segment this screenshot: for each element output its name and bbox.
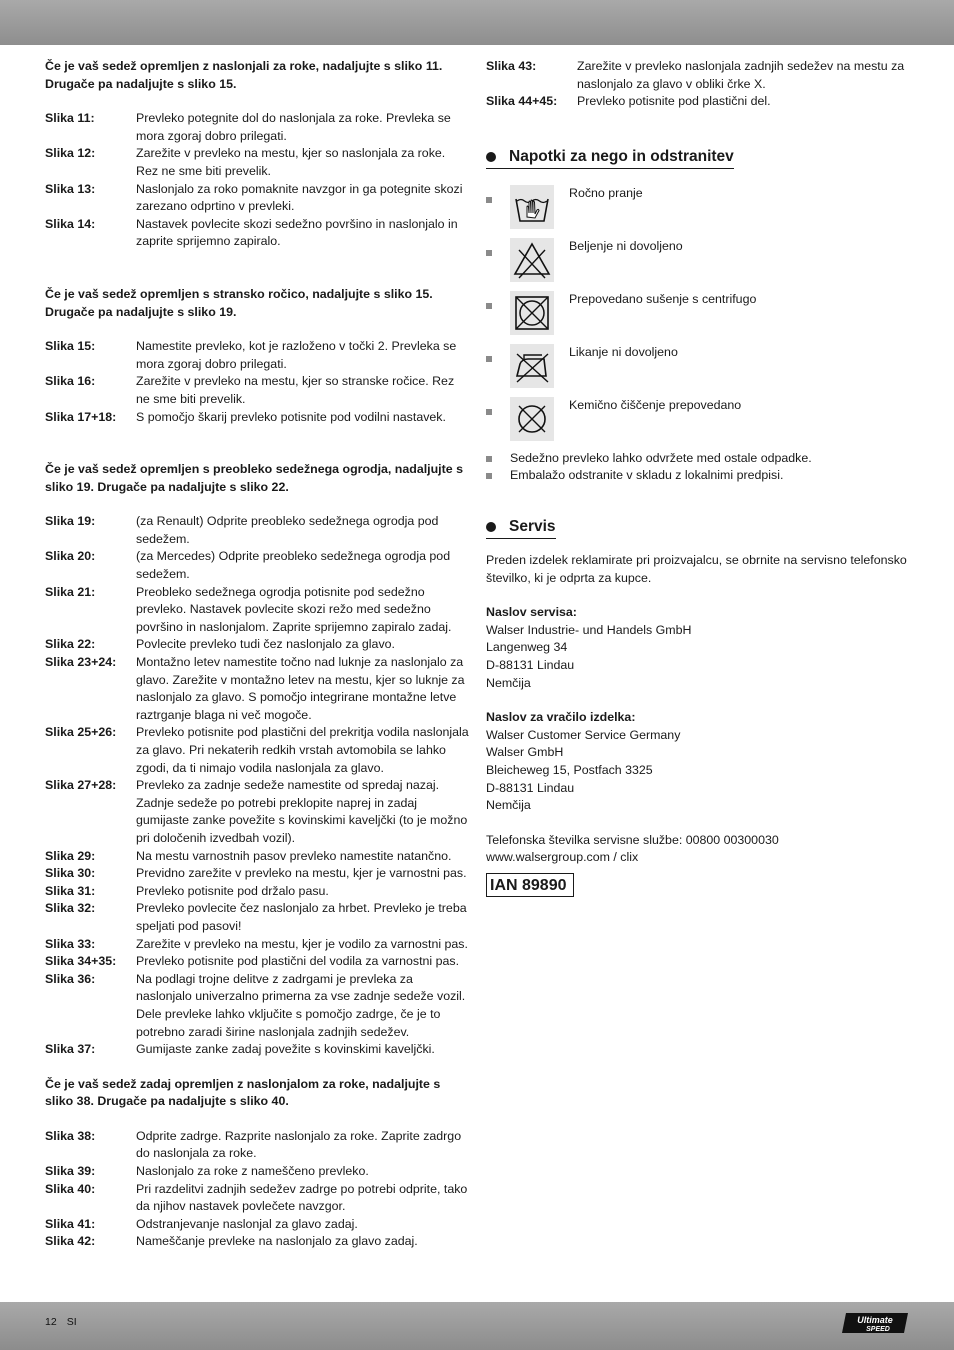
- instruction-text: Gumijaste zanke zadaj povežite s kovinskimi kaveljčki.: [136, 1042, 435, 1057]
- figure-label: Slika 44+45:: [486, 94, 558, 109]
- care-item: [486, 291, 911, 344]
- instruction-list: [45, 1128, 470, 1251]
- instruction-text: Na podlagi trojne delitve z zadrgami je prevleka za naslonjalo univerzalno primerna za vse zadnje sedeže vozil. Dele prevleke lahko vključite s pomočjo zadrge, če je to potrebno zaradi širine naslonjala zadnjih sedežev.: [136, 971, 466, 1039]
- section-heading: Če je vaš sedež opremljen s preobleko sedežnega ogrodja, nadaljujte s sliko 19. Drugače pa nadaljujte s sliko 22.: [45, 462, 463, 494]
- instruction-text: Odstranjevanje naslonjal za glavo zadaj.: [136, 1216, 358, 1231]
- figure-label: Slika 13:: [45, 181, 96, 196]
- instruction-row: [45, 145, 470, 180]
- no-dry-clean-icon: [510, 397, 554, 441]
- instruction-text: Na mestu varnostnih pasov prevleko namestite natančno.: [136, 848, 452, 863]
- care-text: Kemično čiščenje prepovedano: [569, 397, 742, 412]
- instruction-row: [45, 848, 470, 866]
- figure-label: Slika 39:: [45, 1164, 96, 1179]
- logo-text-bottom: SPEED: [866, 1326, 890, 1333]
- figure-label: Slika 22:: [45, 637, 96, 652]
- square-bullet-icon: [486, 303, 492, 309]
- instruction-row: [45, 373, 470, 408]
- bullet-dot-icon: [486, 152, 496, 162]
- instruction-text: Prevleko povlecite čez naslonjalo za hrbet. Prevleko je treba speljati pod pasovi!: [136, 901, 467, 933]
- bullet-dot-icon: [486, 522, 496, 532]
- address-line: Nemčija: [486, 798, 531, 813]
- instruction-text: Prevleko potisnite pod plastični del prekritja vodila naslonjala za glavo. Pri nekaterih redkih vrstah avtomobila se lahko zgodi, da ti nimajo vodila naslonjala za glavo.: [136, 725, 469, 775]
- left-column: [45, 58, 470, 1251]
- figure-label: Slika 40:: [45, 1181, 96, 1196]
- instruction-row: [45, 409, 470, 427]
- service-phone: Telefonska številka servisne službe: 00800 00300030: [486, 832, 779, 847]
- instruction-row: [45, 953, 470, 971]
- figure-label: Slika 30:: [45, 866, 96, 881]
- instruction-text: Prevleko za zadnje sedeže namestite od spredaj nazaj. Zadnje sedeže po potrebi preklopite naprej in zadaj gumijaste zanke povežite s kovinskimi kaveljčki (to je možno pri določenih izvedbah vozil).: [136, 778, 468, 845]
- instruction-list: [45, 110, 470, 251]
- ian-number: IAN 89890: [486, 873, 574, 897]
- figure-label: Slika 36:: [45, 971, 96, 986]
- disposal-note: Embalažo odstranite v skladu z lokalnimi predpisi.: [486, 467, 911, 485]
- instruction-text: Preobleko sedežnega ogrodja potisnite pod sedežno prevleko. Nastavek povlecite skozi režo med sedežno površino in naslonjalom. Zaprite sprijemno zapiralo zadaj.: [136, 584, 452, 634]
- instruction-row: [45, 900, 470, 935]
- instruction-text: Nastavek povlecite skozi sedežno površino in naslonjalo in zaprite sprijemno zapiralo.: [136, 216, 458, 249]
- figure-label: Slika 42:: [45, 1234, 96, 1249]
- figure-label: Slika 43:: [486, 59, 537, 73]
- instruction-text: Povlecite prevleko tudi čez naslonjalo za glavo.: [136, 637, 395, 652]
- section-heading: Če je vaš sedež opremljen s stransko ročico, nadaljujte s sliko 15. Drugače pa nadaljujte s sliko 19.: [45, 286, 433, 319]
- instruction-list: [45, 513, 470, 1058]
- figure-label: Slika 27+28:: [45, 778, 117, 793]
- instruction-row: [45, 1163, 470, 1181]
- instruction-text: (za Mercedes) Odprite preobleko sedežnega ogrodja pod sedežem.: [136, 549, 451, 582]
- no-bleach-icon: [510, 238, 554, 282]
- instruction-text: Odprite zadrge. Razprite naslonjalo za roke. Zaprite zadrgo do naslonjala za roke.: [136, 1128, 462, 1161]
- figure-label: Slika 32:: [45, 901, 96, 916]
- instruction-text: Naslonjalo za roke z nameščeno prevleko.: [136, 1164, 369, 1179]
- instruction-text: Zarežite v prevleko na mestu, kjer je vodilo za varnostni pas.: [136, 936, 468, 951]
- footer-bar: [0, 1302, 954, 1350]
- instruction-row: [45, 1041, 470, 1059]
- instruction-text: Zarežite v prevleko naslonjala zadnjih sedežev na mestu za naslonjalo za glavo v obliki črke X.: [577, 59, 905, 91]
- square-bullet-icon: [486, 356, 492, 362]
- instruction-row: [45, 724, 470, 777]
- instruction-row: [45, 865, 470, 883]
- instruction-list: [45, 338, 470, 426]
- disposal-note: Sedežno prevleko lahko odvržete med ostale odpadke.: [486, 450, 911, 468]
- header-bar: [0, 0, 954, 45]
- instruction-text: (za Renault) Odprite preobleko sedežnega ogrodja pod sedežem.: [136, 514, 439, 546]
- care-item: [486, 185, 911, 238]
- figure-label: Slika 31:: [45, 883, 96, 898]
- service-section-title: Servis: [486, 518, 556, 539]
- instruction-row: [45, 1128, 470, 1163]
- figure-label: Slika 21:: [45, 584, 96, 599]
- square-bullet-icon: [486, 409, 492, 415]
- instruction-text: Nameščanje prevleke na naslonjalo za glavo zadaj.: [136, 1234, 418, 1249]
- instruction-text: Namestite prevleko, kot je razloženo v točki 2. Prevleka se mora zgoraj dobro prilegati.: [136, 339, 457, 371]
- figure-label: Slika 25+26:: [45, 725, 117, 740]
- right-column: [486, 58, 911, 897]
- no-ironing-icon: [510, 344, 554, 388]
- instruction-text: Naslonjalo za roko pomaknite navzgor in ga potegnite skozi zarezano odprtino v prevleki.: [136, 181, 463, 214]
- address-line: Walser GmbH: [486, 745, 564, 760]
- figure-label: Slika 23+24:: [45, 655, 117, 670]
- figure-label: Slika 15:: [45, 339, 96, 354]
- instruction-row: [45, 181, 470, 216]
- figure-label: Slika 37:: [45, 1042, 96, 1057]
- address-line: Bleicheweg 15, Postfach 3325: [486, 762, 653, 777]
- instruction-row: [45, 338, 470, 373]
- instruction-row: [45, 110, 470, 145]
- instruction-row: [45, 216, 470, 251]
- instruction-row: [45, 654, 470, 724]
- instruction-text: Previdno zarežite v prevleko na mestu, kjer je varnostni pas.: [136, 866, 467, 881]
- section-heading: Če je vaš sedež zadaj opremljen z naslonjalom za roke, nadaljujte s sliko 38. Drugače pa nadaljujte s sliko 40.: [45, 1076, 441, 1109]
- square-bullet-icon: [486, 250, 492, 256]
- care-section-title: Napotki za nego in odstranitev: [486, 148, 734, 169]
- figure-label: Slika 34+35:: [45, 954, 117, 969]
- address-line: D-88131 Lindau: [486, 780, 575, 795]
- address-line: D-88131 Lindau: [486, 657, 575, 672]
- service-intro: Preden izdelek reklamirate pri proizvajalcu, se obrnite na servisno telefonsko številko, ki je odprta za kupce.: [486, 552, 907, 585]
- instruction-text: Prevleko potegnite dol do naslonjala za roke. Prevleka se mora zgoraj dobro prilegati.: [136, 111, 451, 143]
- instruction-text: S pomočjo škarij prevleko potisnite pod vodilni nastavek.: [136, 409, 446, 424]
- instruction-list: [486, 58, 911, 111]
- figure-label: Slika 41:: [45, 1216, 96, 1231]
- brand-logo: [842, 1310, 910, 1336]
- instruction-row: [45, 971, 470, 1041]
- instruction-row: [45, 584, 470, 637]
- figure-label: Slika 12:: [45, 146, 96, 161]
- address-line: Nemčija: [486, 675, 531, 690]
- figure-label: Slika 29:: [45, 848, 96, 863]
- figure-label: Slika 33:: [45, 936, 96, 951]
- instruction-text: Montažno letev namestite točno nad luknje za naslonjalo za glavo. Zarežite v montažno letev na mestu, kjer so luknje za naslonjalo za glavo. S pomočjo integrirane montažne letve raztrganje blaga ni več mogoče.: [136, 655, 465, 722]
- return-address-label: Naslov za vračilo izdelka:: [486, 710, 636, 725]
- figure-label: Slika 17+18:: [45, 409, 117, 424]
- instruction-text: Zarežite v prevleko na mestu, kjer so stranske ročice. Rez ne sme biti prevelik.: [136, 374, 455, 406]
- instruction-row: [45, 777, 470, 847]
- figure-label: Slika 20:: [45, 549, 96, 564]
- instruction-row: [45, 548, 470, 583]
- instruction-row: [45, 1216, 470, 1234]
- instruction-text: Pri razdelitvi zadnjih sedežev zadrge po potrebi odprite, tako da njihov nastavek povlečete navzgor.: [136, 1181, 468, 1214]
- instruction-row: [45, 636, 470, 654]
- care-text: Beljenje ni dovoljeno: [569, 238, 683, 253]
- square-bullet-icon: [486, 197, 492, 203]
- square-bullet-icon: [486, 456, 492, 462]
- instruction-row: [45, 1233, 470, 1251]
- instruction-text: Prevleko potisnite pod držalo pasu.: [136, 883, 329, 898]
- address-line: Langenweg 34: [486, 640, 568, 655]
- square-bullet-icon: [486, 473, 492, 479]
- figure-label: Slika 19:: [45, 514, 96, 529]
- instruction-row: [486, 93, 911, 111]
- service-website: www.walsergroup.com / clix: [486, 850, 639, 865]
- no-tumble-dry-icon: [510, 291, 554, 335]
- care-symbols-list: [486, 185, 911, 450]
- hand-wash-icon: [510, 185, 554, 229]
- figure-label: Slika 38:: [45, 1128, 96, 1143]
- figure-label: Slika 14:: [45, 216, 96, 231]
- instruction-text: Prevleko potisnite pod plastični del.: [577, 94, 771, 109]
- instruction-text: Prevleko potisnite pod plastični del vodila za varnostni pas.: [136, 954, 460, 969]
- service-address-label: Naslov servisa:: [486, 605, 577, 620]
- address-line: Walser Customer Service Germany: [486, 727, 681, 742]
- care-text: Ročno pranje: [569, 185, 643, 200]
- page-number: 12 SI: [45, 1316, 77, 1328]
- figure-label: Slika 11:: [45, 111, 95, 126]
- care-text: Prepovedano sušenje s centrifugo: [569, 291, 757, 306]
- care-text: Likanje ni dovoljeno: [569, 344, 678, 359]
- instruction-text: Zarežite v prevleko na mestu, kjer so naslonjala za roke. Rez ne sme biti prevelik.: [136, 146, 446, 178]
- logo-text-top: Ultimate: [857, 1315, 893, 1325]
- care-item: [486, 238, 911, 291]
- instruction-row: [45, 1181, 470, 1216]
- instruction-row: [45, 513, 470, 548]
- instruction-row: [486, 58, 911, 93]
- address-line: Walser Industrie- und Handels GmbH: [486, 622, 692, 637]
- care-item: [486, 344, 911, 397]
- instruction-row: [45, 883, 470, 901]
- section-heading: Če je vaš sedež opremljen z naslonjali za roke, nadaljujte s sliko 11. Drugače pa nadaljujte s sliko 15.: [45, 59, 443, 91]
- care-item: [486, 397, 911, 450]
- figure-label: Slika 16:: [45, 374, 96, 389]
- instruction-row: [45, 936, 470, 954]
